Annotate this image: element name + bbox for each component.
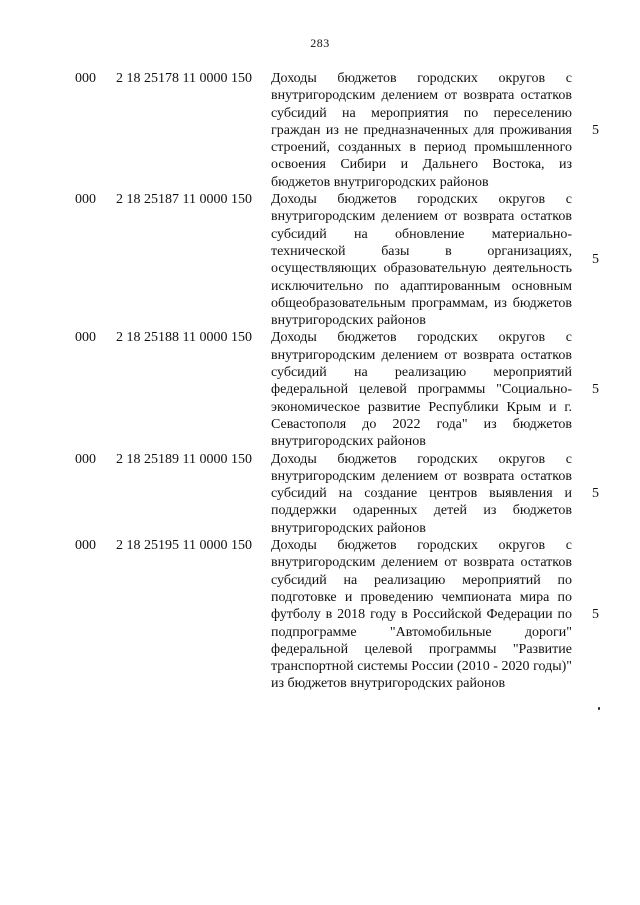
admin-code: 000: [75, 330, 96, 346]
income-code: 2 18 25195 11 0000 150: [116, 538, 252, 554]
admin-code: 000: [75, 451, 96, 467]
income-code-table: [0, 70, 640, 693]
income-description: Доходы бюджетов городских округов с внутригородским делением от возврата остатков субсидий на реализацию мероприятий по подготовке и проведению чемпионата мира по футболу в 2018 году в Российской Федерации по подпрограмме "Автомобильные дороги" федеральной целевой программы "Развитие транспортной системы России (2010 - 2020 годы)" из бюджетов внутригородских районов: [271, 538, 572, 692]
income-code: 2 18 25189 11 0000 150: [116, 451, 252, 467]
income-code: 2 18 25187 11 0000 150: [116, 192, 252, 208]
row-value: 5: [592, 485, 599, 501]
table-row: [0, 329, 640, 450]
income-description: Доходы бюджетов городских округов с внутригородским делением от возврата остатков субсидий на создание центров выявления и поддержки одаренных детей из бюджетов внутригородских районов: [271, 451, 572, 536]
table-row: [0, 451, 640, 537]
row-value: 5: [592, 122, 599, 138]
page-number: 283: [310, 36, 330, 50]
admin-code: 000: [75, 538, 96, 554]
row-value: 5: [592, 381, 599, 397]
admin-code: 000: [75, 71, 96, 86]
admin-code: 000: [75, 192, 96, 208]
income-description: Доходы бюджетов городских округов с внутригородским делением от возврата остатков субсидий на мероприятия по переселению граждан из не предназначенных для проживания строений, созданных в период промышленного освоения Сибири и Дальнего Востока, из бюджетов внутригородских районов: [271, 71, 572, 190]
scan-mark: [598, 707, 600, 710]
row-value: 5: [592, 606, 599, 622]
income-code: 2 18 25178 11 0000 150: [116, 71, 252, 86]
income-description: Доходы бюджетов городских округов с внутригородским делением от возврата остатков субсидий на реализацию мероприятий федеральной целевой программы "Социально-экономическое развитие Республики Крым и г. Севастополя до 2022 года" из бюджетов внутригородских районов: [271, 330, 572, 450]
table-row: [0, 191, 640, 329]
table-row: [0, 537, 640, 693]
table-row: [0, 70, 640, 191]
row-value: 5: [592, 252, 599, 268]
income-description: Доходы бюджетов городских округов с внутригородским делением от возврата остатков субсидий на обновление материально-технической базы в организациях, осуществляющих образовательную деятельность исключительно по адаптированным основным общеобразовательным программам, из бюджетов внутригородских районов: [271, 192, 572, 329]
income-code: 2 18 25188 11 0000 150: [116, 330, 252, 346]
